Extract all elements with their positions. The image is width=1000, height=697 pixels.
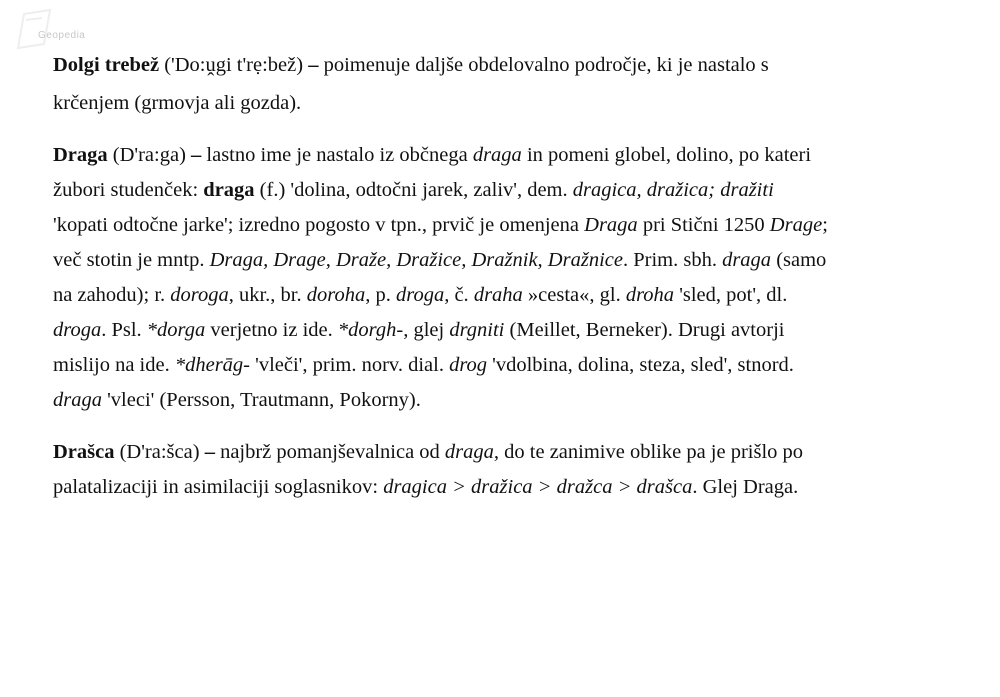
entry-drasca — [53, 435, 933, 505]
text-run: . Psl. — [101, 319, 147, 341]
headword: Draga — [53, 144, 108, 166]
text-run: poimenuje daljše obdelovalno področje, ki je nastalo s — [318, 54, 769, 76]
dash: – — [191, 144, 202, 166]
text-run: žubori studenček: — [53, 179, 204, 201]
italic-term: Draga — [584, 214, 638, 236]
text-run: palatalizaciji in asimilaciji soglasnikov: — [53, 476, 384, 498]
text-line — [53, 243, 933, 278]
text-run: 'kopati odtočne jarke'; izredno pogosto v tpn., prvič je omenjena — [53, 214, 585, 236]
headword: Dolgi trebež — [53, 54, 160, 76]
text-run: najbrž pomanjševalnica od — [214, 441, 445, 463]
text-run: in pomeni globel, dolino, po kateri — [521, 144, 812, 166]
text-line — [53, 435, 933, 470]
italic-term: Drage — [769, 214, 823, 236]
text-run: (samo — [771, 249, 827, 271]
italic-term: droga — [53, 319, 102, 341]
text-run: ; — [822, 214, 828, 236]
text-run: 'vleči', prim. norv. dial. — [250, 354, 450, 376]
italic-term: *dherāg- — [174, 354, 251, 376]
text-run: lastno ime je nastalo iz občnega — [201, 144, 473, 166]
italic-term: drog — [449, 354, 488, 376]
italic-term: droga — [395, 284, 445, 306]
italic-term: Draga, Drage, Draže, Dražice, Dražnik, Dražnice — [209, 249, 623, 271]
italic-term: draga — [53, 389, 102, 411]
text-run: verjetno iz ide. — [205, 319, 338, 341]
text-run: mislijo na ide. — [53, 354, 175, 376]
document-page — [53, 48, 933, 522]
text-line — [53, 173, 933, 208]
text-run: glej — [408, 319, 450, 341]
text-run: (D'ra:ga) — [107, 144, 192, 166]
text-run: 'vleci' (Persson, Trautmann, Pokorny). — [101, 389, 421, 411]
text-run: , ukr., br. — [228, 284, 307, 306]
italic-term: droha — [625, 284, 675, 306]
text-run: pri Stični 1250 — [637, 214, 770, 236]
italic-term: draga, — [444, 441, 500, 463]
text-run: več stotin je mntp. — [53, 249, 210, 271]
text-run: (Meillet, Berneker). Drugi avtorji — [504, 319, 785, 341]
text-run: do te zanimive oblike pa je prišlo po — [499, 441, 804, 463]
text-run: »cesta«, gl. — [522, 284, 626, 306]
text-run: . Prim. sbh. — [622, 249, 723, 271]
text-run: , č. — [444, 284, 474, 306]
text-line — [53, 470, 933, 505]
text-line — [53, 313, 933, 348]
text-run: (D'ra:šca) — [114, 441, 205, 463]
text-run: krčenjem (grmovja ali gozda). — [53, 92, 302, 114]
entry-draga — [53, 138, 933, 418]
bold-term: draga — [203, 179, 255, 201]
entry-dolgi-trebez — [53, 48, 933, 121]
dash: – — [308, 54, 319, 76]
text-line — [53, 138, 933, 173]
italic-term: drgniti — [449, 319, 505, 341]
italic-term: draga — [472, 144, 522, 166]
italic-term: doroha — [306, 284, 366, 306]
text-run: 'sled, pot', dl. — [674, 284, 788, 306]
italic-term: dragica, dražica; dražiti — [572, 179, 774, 201]
text-line — [53, 278, 933, 313]
italic-term: dragica > dražica > dražca > drašca — [383, 476, 693, 498]
italic-term: doroga — [170, 284, 229, 306]
headword: Drašca — [53, 441, 115, 463]
watermark-text: Geopedia — [38, 30, 86, 41]
text-run: , p. — [365, 284, 396, 306]
italic-term: *dorgh-, — [337, 319, 409, 341]
text-run: ('Do:ṷgi t'rẹ:bež) — [159, 54, 309, 76]
dash: – — [204, 441, 215, 463]
italic-term: draga — [722, 249, 772, 271]
text-line — [53, 208, 933, 243]
text-run: 'vdolbina, dolina, steza, sled', stnord. — [487, 354, 794, 376]
text-line — [53, 348, 933, 383]
italic-term: *dorga — [146, 319, 206, 341]
text-line — [53, 383, 933, 418]
text-run: na zahodu); r. — [53, 284, 171, 306]
italic-term: draha — [473, 284, 523, 306]
text-run: . Glej Draga. — [692, 476, 799, 498]
text-run: (f.) 'dolina, odtočni jarek, zaliv', dem. — [254, 179, 573, 201]
text-line — [53, 48, 933, 83]
text-line — [53, 86, 933, 121]
